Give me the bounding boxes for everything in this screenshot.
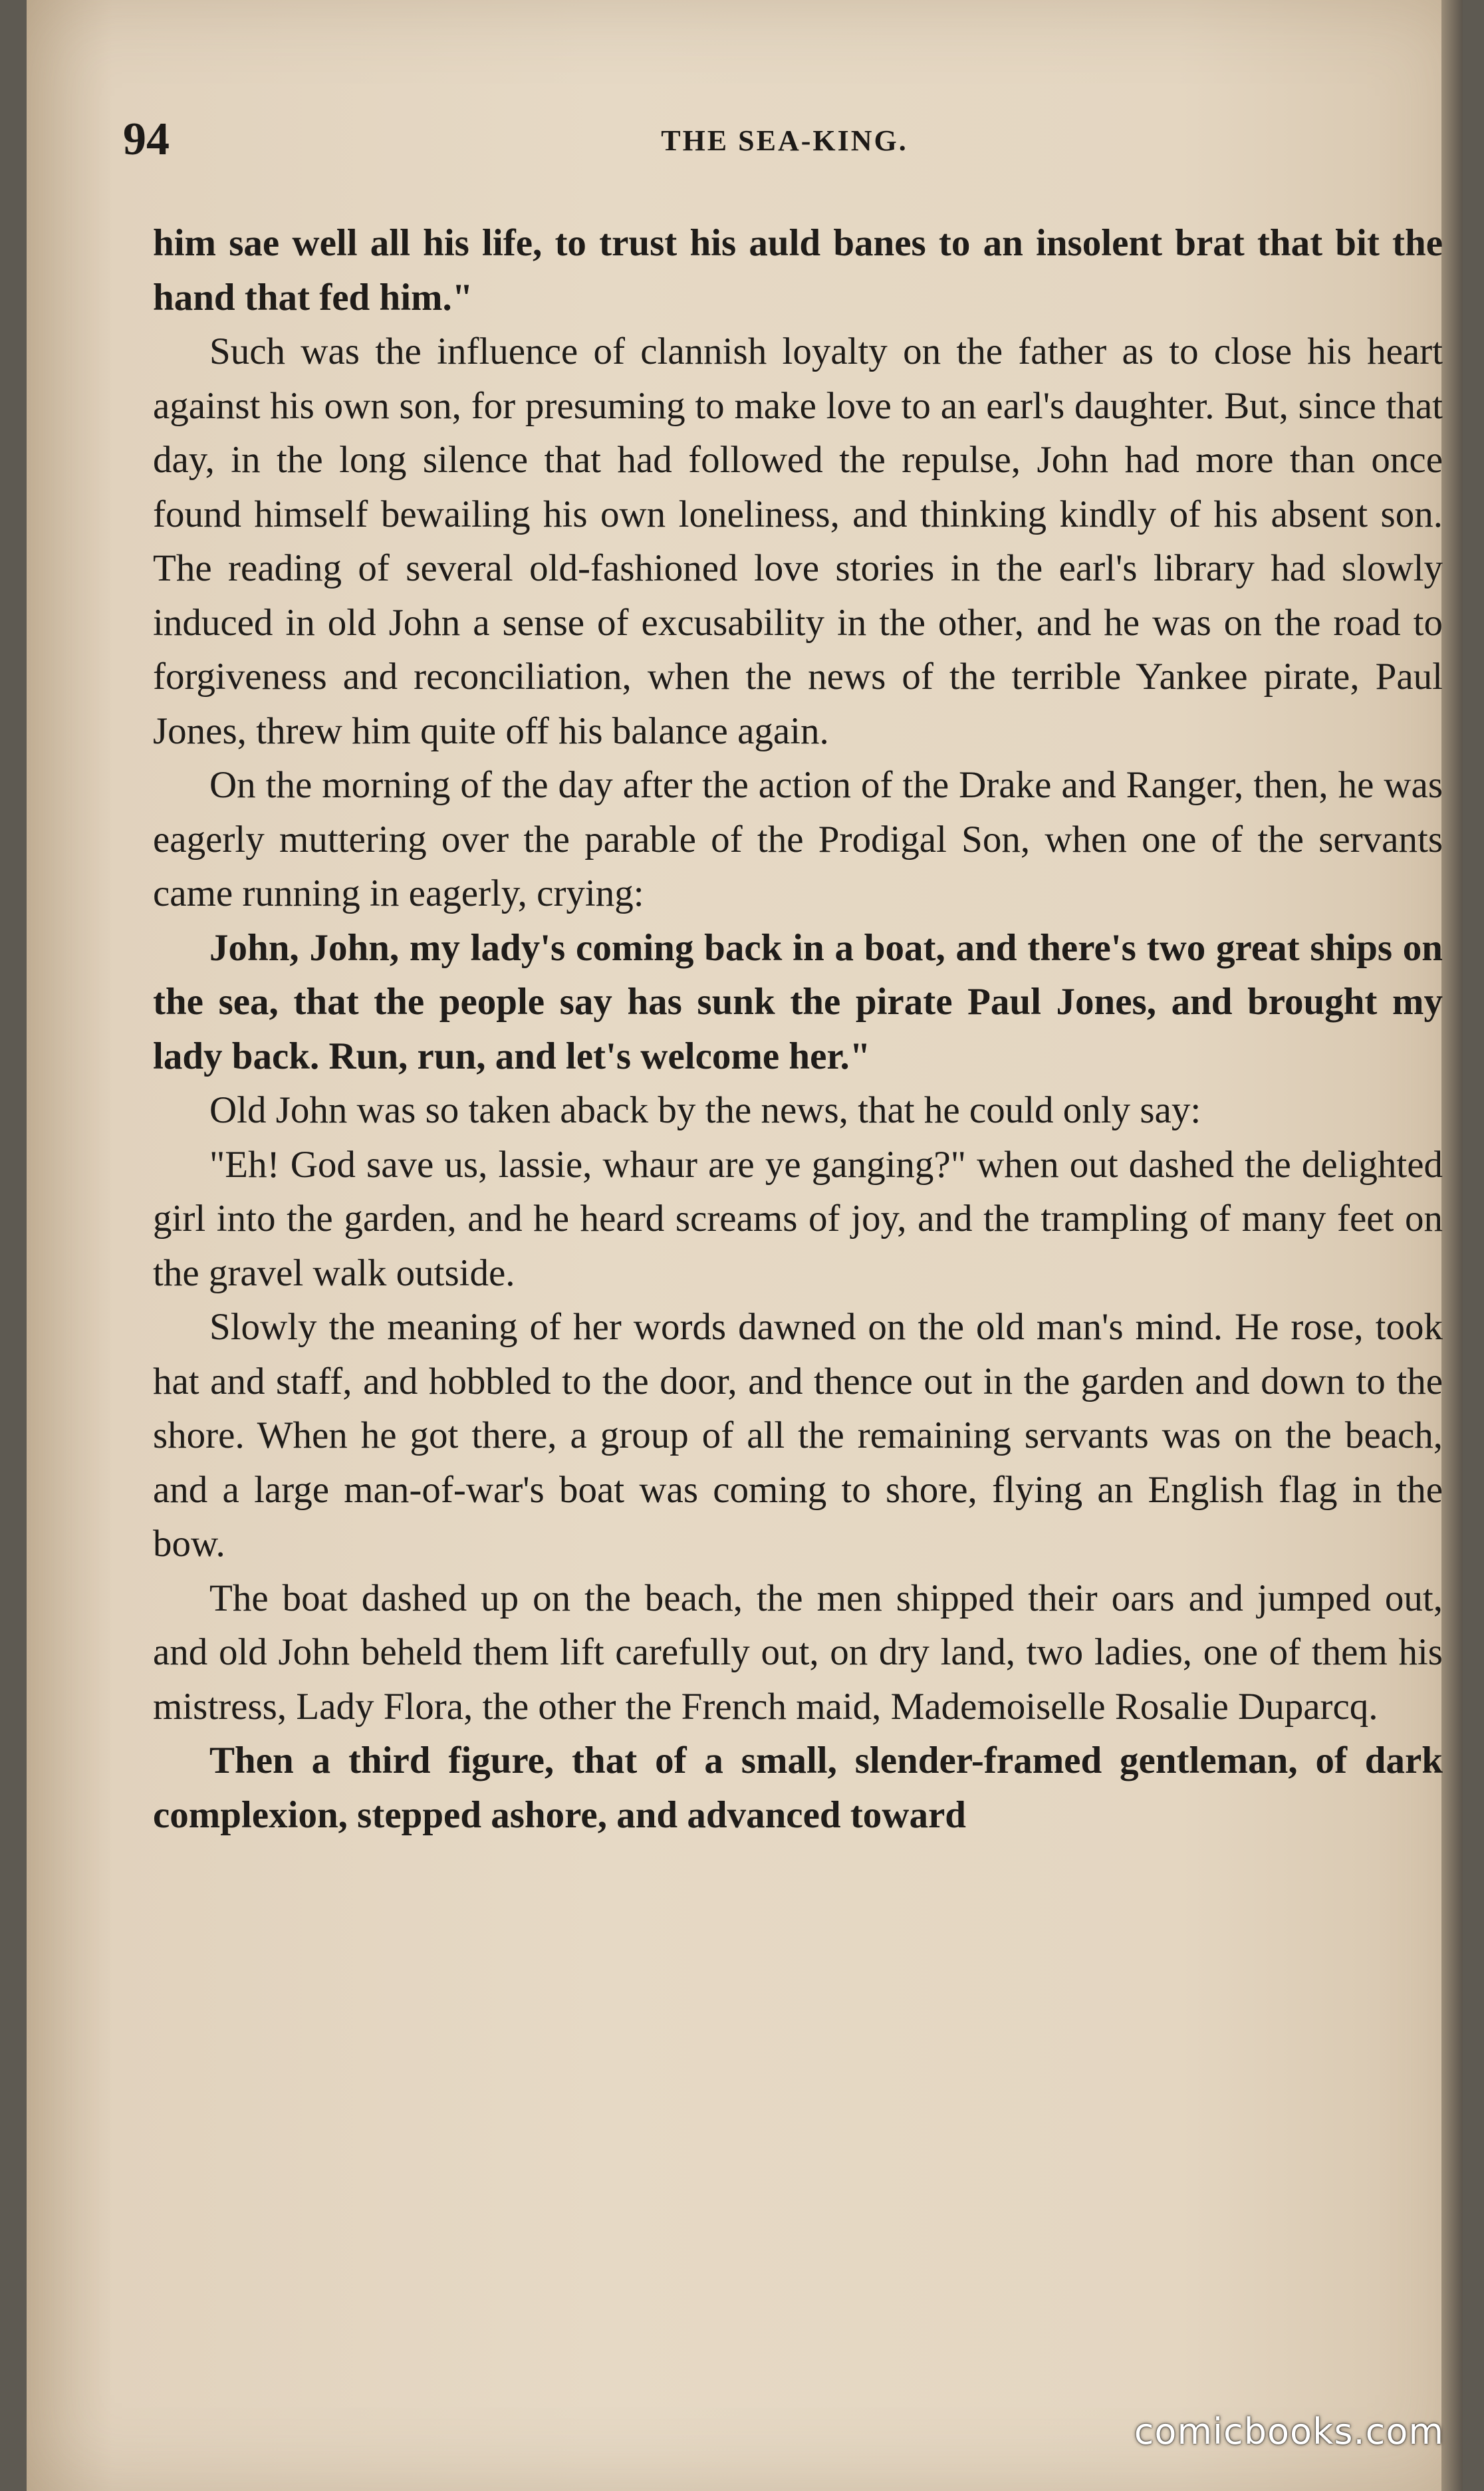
paragraph-5: Old John was so taken aback by the news, that he could only say: bbox=[209, 1089, 1201, 1131]
paragraph-9: Then a third figure, that of a small, slender-framed gentleman, of dark complexion, stepped ashore, and advanced toward bbox=[153, 1740, 1443, 1836]
body-text bbox=[153, 216, 1443, 1842]
paragraph-6: "Eh! God save us, lassie, whaur are ye ganging?" when out dashed the delighted girl into the garden, and he heard screams of joy, and the trampling of many feet on the gravel walk outside. bbox=[153, 1143, 1443, 1294]
paragraph-4: John, John, my lady's coming back in a boat, and there's two great ships on the sea, that the people say has sunk the pirate Paul Jones, and brought my lady back. Run, run, and let's welcome her." bbox=[153, 926, 1443, 1077]
page-header bbox=[123, 113, 1446, 173]
paragraph-8: The boat dashed up on the beach, the men shipped their oars and jumped out, and old John beheld them lift carefully out, on dry land, two ladies, one of them his mistress, Lady Flora, the other the French maid, Mademoiselle Rosalie Duparcq. bbox=[153, 1577, 1443, 1728]
watermark: comicbooks.com bbox=[1134, 2411, 1444, 2452]
book-spine-shadow bbox=[1441, 0, 1463, 2491]
paragraph-7: Slowly the meaning of her words dawned on the old man's mind. He rose, took hat and staff, and hobbled to the door, and thence out in the garden and down to the shore. When he got there, a group of all the remaining servants was on the beach, and a large man-of-war's boat was coming to shore, flying an English flag in the bow. bbox=[153, 1306, 1443, 1565]
paragraph-2: Such was the influence of clannish loyalty on the father as to close his heart against his own son, for presuming to make love to an earl's daughter. But, since that day, in the long silence that had followed the repulse, John had more than once found himself bewailing his own loneliness, and thinking kindly of his absent son. The reading of several old-fashioned love stories in the earl's library had slowly induced in old John a sense of excusability in the other, and he was on the road to forgiveness and reconciliation, when the news of the terrible Yankee pirate, Paul Jones, threw him quite off his balance again. bbox=[153, 330, 1443, 752]
paragraph-1: him sae well all his life, to trust his auld banes to an insolent brat that bit the hand that fed him." bbox=[153, 222, 1443, 319]
page-number: 94 bbox=[123, 114, 170, 165]
book-page bbox=[27, 0, 1463, 2491]
running-head: THE SEA-KING. bbox=[661, 124, 908, 157]
paragraph-3: On the morning of the day after the action of the Drake and Ranger, then, he was eagerly muttering over the parable of the Prodigal Son, when one of the servants came running in eagerly, crying: bbox=[153, 764, 1443, 914]
